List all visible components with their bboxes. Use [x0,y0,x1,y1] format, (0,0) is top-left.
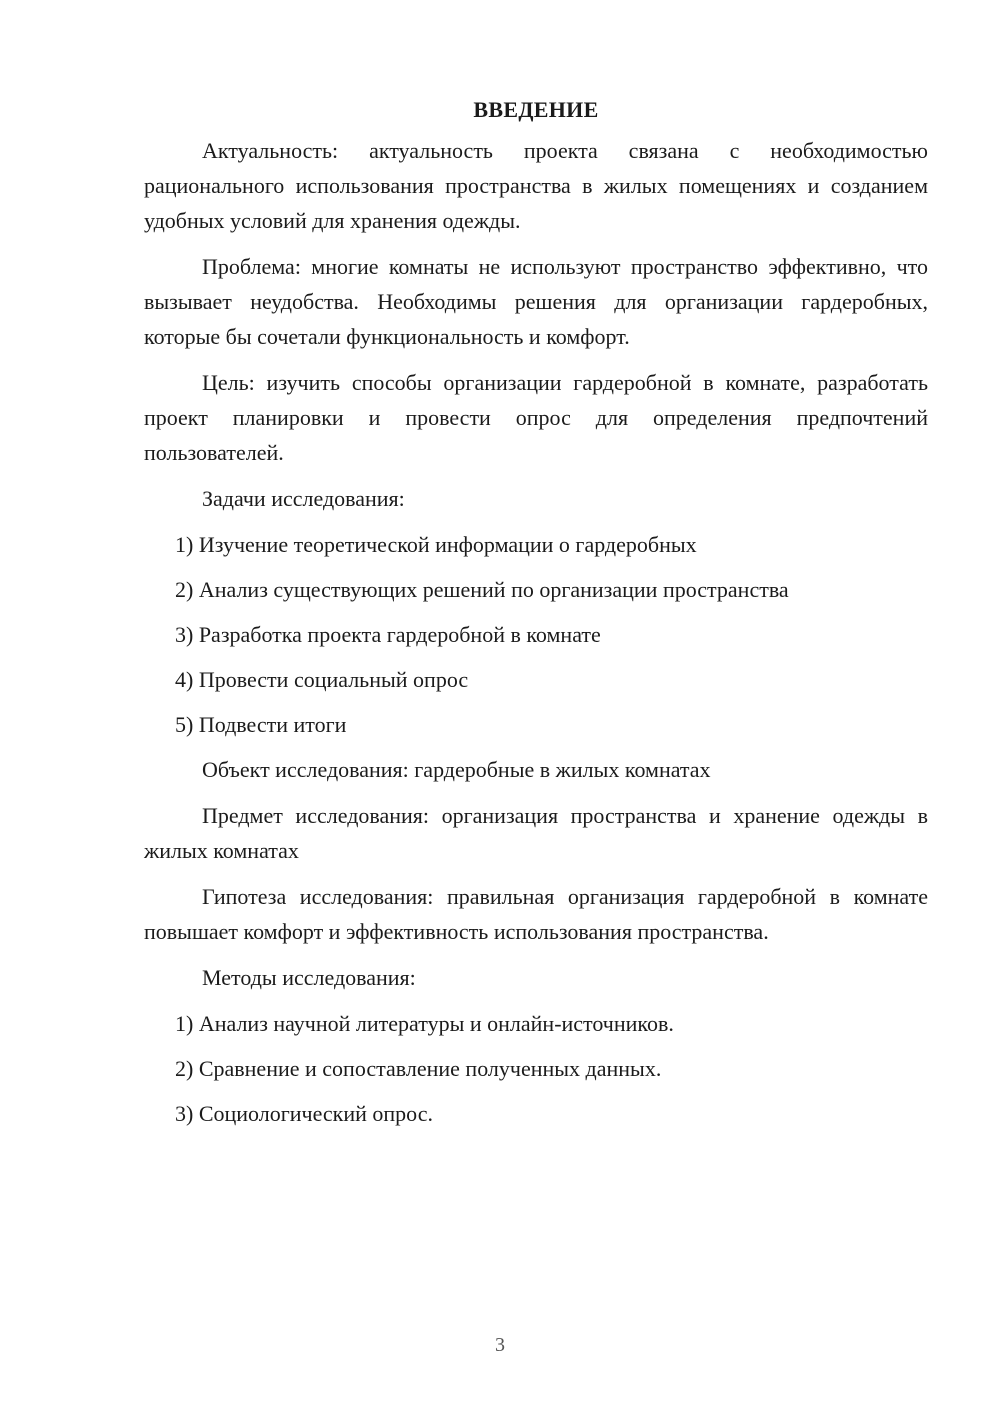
list-item: 1) Анализ научной литературы и онлайн-источников. [175,1011,674,1036]
list-item: 3) Социологический опрос. [175,1101,433,1126]
list-item: 1) Изучение теоретической информации о гардеробных [175,532,697,557]
tasks-heading: Задачи исследования: [202,486,405,511]
tasks-list [144,527,928,742]
list-item: 4) Провести социальный опрос [175,667,469,692]
methods-heading: Методы исследования: [202,965,416,990]
list-item: 5) Подвести итоги [175,712,347,737]
goal-paragraph: Цель: изучить способы организации гардеробной в комнате, разработать проект планировки и провести опрос для определения предпочтений пользователей. [144,370,928,465]
page-title: ВВЕДЕНИЕ [473,97,599,122]
hypothesis-paragraph: Гипотеза исследования: правильная организация гардеробной в комнате повышает комфорт и эффективность использования пространства. [144,884,928,944]
page-number: 3 [495,1334,505,1356]
list-item: 2) Сравнение и сопоставление полученных данных. [175,1056,662,1081]
relevance-paragraph: Актуальность: актуальность проекта связана с необходимостью рационального использования пространства в жилых помещениях и созданием удобных условий для хранения одежды. [144,138,928,233]
problem-paragraph: Проблема: многие комнаты не используют пространство эффективно, что вызывает неудобства. Необходимы решения для организации гардеробных, которые бы сочетали функциональность и комфорт. [144,254,928,349]
document-page [144,93,928,1141]
subject-paragraph: Предмет исследования: организация пространства и хранение одежды в жилых комнатах [144,803,928,863]
list-item: 2) Анализ существующих решений по организации пространства [175,577,789,602]
list-item: 3) Разработка проекта гардеробной в комнате [175,622,601,647]
methods-list [144,1006,928,1131]
object-paragraph: Объект исследования: гардеробные в жилых комнатах [202,757,711,782]
